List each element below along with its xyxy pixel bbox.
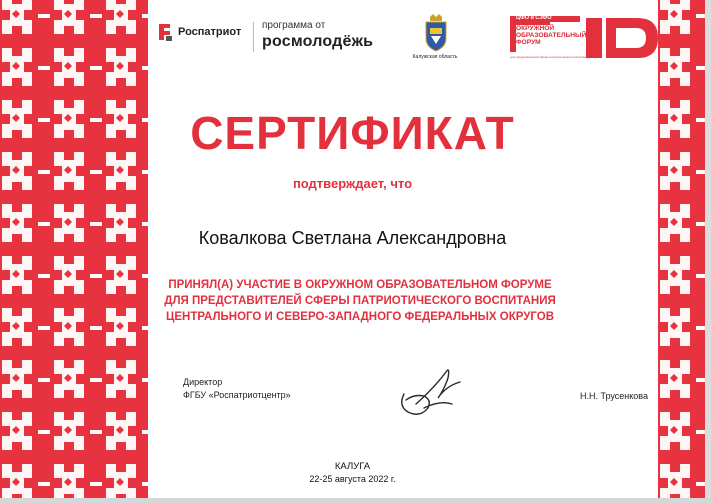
handwritten-signature [394, 364, 466, 420]
forum-title-line: ОБРАЗОВАТЕЛЬНЫЙ [516, 32, 587, 40]
signatory-title [183, 376, 291, 402]
recipient-name: Ковалкова Светлана Александровна [198, 228, 507, 248]
confirms-text: подтверждает, что [292, 176, 413, 191]
page-edge-bottom [0, 498, 711, 503]
kaluga-coat-of-arms-icon [424, 14, 448, 52]
forum-title-line: ФОРУМ [516, 39, 541, 47]
signatory-name: Н.Н. Трусенкова [579, 391, 648, 401]
program-caption: программа от [262, 20, 326, 31]
signatory-organization: ФГБУ «Роспатриотцентр» [183, 390, 291, 400]
signatory-position: Директор [183, 377, 223, 387]
certificate-title: СЕРТИФИКАТ [190, 107, 515, 159]
forum-title-line: ОКРУЖНОЙ [516, 25, 555, 32]
rospatriot-logo-icon [156, 22, 174, 42]
right-ornament-strip [658, 0, 705, 498]
forum-badge: ЦФО и СЗФО [516, 15, 552, 21]
left-ornament-pattern [0, 0, 148, 498]
forum-title [516, 25, 586, 47]
description-line: ДЛЯ ПРЕДСТАВИТЕЛЕЙ СФЕРЫ ПАТРИОТИЧЕСКОГО ВОСПИТАНИЯ [164, 295, 556, 307]
description-line: ПРИНЯЛ(А) УЧАСТИЕ В ОКРУЖНОМ ОБРАЗОВАТЕЛЬНОМ ФОРУМЕ [168, 279, 552, 291]
forum-tagline: для представителей сферы патриотического воспитания [510, 55, 590, 59]
city-label: КАЛУГА [334, 461, 371, 472]
rospatriot-logo [156, 22, 241, 42]
page-edge-right [705, 0, 711, 503]
rospatriot-name: Роспатриот [178, 26, 242, 38]
participation-description [150, 277, 570, 325]
region-caption: Калужская область [412, 54, 458, 60]
rosmolodezh-logo-text: росмолодёжь [262, 33, 374, 50]
description-line: ЦЕНТРАЛЬНОГО И СЕВЕРО-ЗАПАДНОГО ФЕДЕРАЛЬНЫХ ОКРУГОВ [165, 311, 555, 323]
event-dates: 22-25 августа 2022 г. [309, 474, 396, 484]
logo-divider [253, 22, 254, 52]
